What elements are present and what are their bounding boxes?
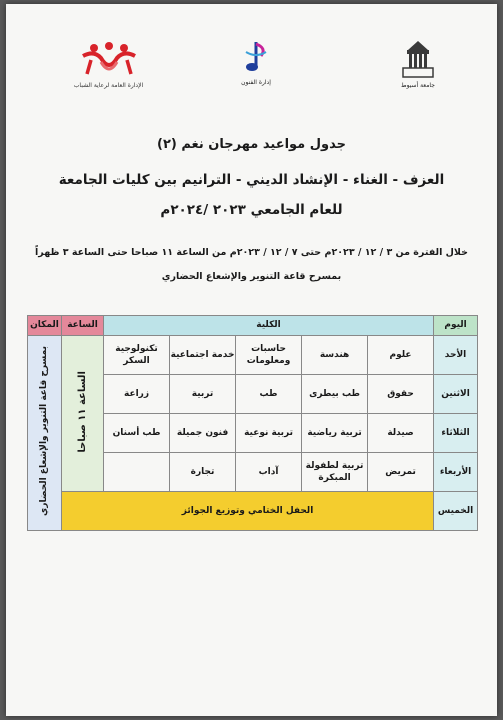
college-cell: [104, 453, 170, 492]
time-cell: [62, 336, 104, 492]
table-header-row: [28, 316, 478, 336]
college-cell: تربية: [170, 375, 236, 414]
college-cell: فنون جميلة: [170, 414, 236, 453]
youth-figures-icon: [79, 42, 139, 76]
college-cell: تمريض: [368, 453, 434, 492]
arts-logo-caption: إدارة الفنون: [241, 79, 271, 86]
college-cell: حقوق: [368, 375, 434, 414]
festival-venue: بمسرح قاعة التنوير والإشعاع الحضاري: [161, 271, 342, 282]
college-cell: آداب: [236, 453, 302, 492]
college-cell: تربية لطفولة المبكرة: [302, 453, 368, 492]
university-logo-caption: جامعة أسيوط: [401, 82, 435, 89]
youth-logo-caption: الإدارة العامة لرعاية الشباب: [73, 82, 144, 89]
day-cell: الاثنين: [434, 375, 478, 414]
college-cell: تربية نوعية: [236, 414, 302, 453]
college-cell: تربية رياضية: [302, 414, 368, 453]
college-cell: تكنولوجية السكر: [104, 336, 170, 375]
university-logo: [398, 40, 438, 90]
time-value: الساعة ١١ صباحا: [76, 370, 88, 453]
table-row-thursday: [28, 492, 478, 531]
academic-year: للعام الجامعي ٢٠٢٣ /٢٠٢٤م: [160, 202, 343, 218]
festival-period: خلال الفترة من ٣ / ١٢ / ٢٠٢٣م حتى ٧ / ١٢ / ٢٠٢٣م من الساعة ١١ صباحا حتى الساعة ٣ ظهراً: [35, 247, 468, 258]
college-cell: علوم: [368, 336, 434, 375]
college-cell: خدمة اجتماعية: [170, 336, 236, 375]
place-value: بمسرح قاعة التنوير والإشعاع الحضاري: [39, 345, 50, 516]
place-cell: [28, 336, 62, 531]
day-cell: الأحد: [434, 336, 478, 375]
college-cell: هندسة: [302, 336, 368, 375]
document-page: [6, 4, 497, 716]
header-day: اليوم: [434, 316, 478, 336]
college-cell: حاسبات ومعلومات: [236, 336, 302, 375]
header-time: الساعة: [62, 316, 104, 336]
youth-welfare-logo: [61, 42, 156, 89]
header-college: الكلية: [104, 316, 434, 336]
day-cell: الأربعاء: [434, 453, 478, 492]
day-cell: الثلاثاء: [434, 414, 478, 453]
day-cell: الخميس: [434, 492, 478, 531]
music-note-icon: [241, 40, 271, 76]
college-cell: طب أسنان: [104, 414, 170, 453]
schedule-table: [27, 315, 478, 531]
table-row: [28, 336, 478, 375]
arts-department-logo: [236, 40, 276, 87]
festival-categories: العزف - الغناء - الإنشاد الديني - الترانيم بين كليات الجامعة: [58, 172, 445, 188]
closing-ceremony-cell: الحفل الختامي وتوزيع الجوائز: [62, 492, 434, 531]
college-cell: تجارة: [170, 453, 236, 492]
logo-row: [6, 40, 497, 100]
header-place: المكان: [28, 316, 62, 336]
college-cell: طب بيطرى: [302, 375, 368, 414]
college-cell: زراعة: [104, 375, 170, 414]
college-cell: صيدلة: [368, 414, 434, 453]
university-emblem-icon: [401, 40, 435, 78]
college-cell: طب: [236, 375, 302, 414]
festival-title: جدول مواعيد مهرجان نغم (٢): [156, 137, 346, 152]
